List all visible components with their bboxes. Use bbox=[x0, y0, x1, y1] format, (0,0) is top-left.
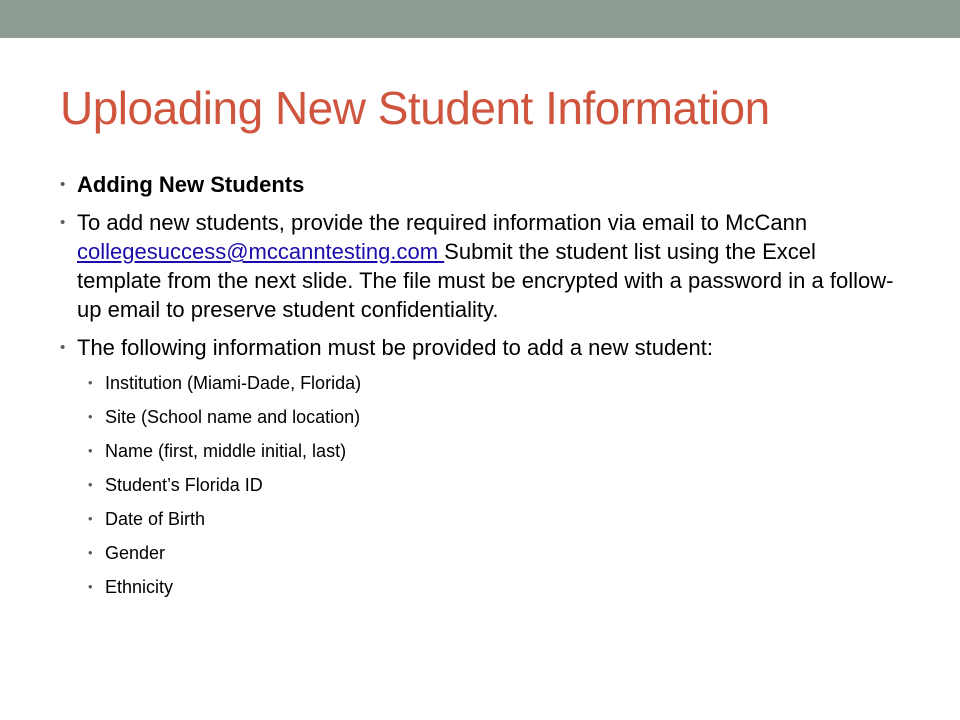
required-fields-list bbox=[60, 371, 900, 599]
bullet-icon: • bbox=[60, 176, 66, 193]
list-item-label: Name (first, middle initial, last) bbox=[105, 441, 347, 461]
bullet-icon: • bbox=[88, 579, 93, 594]
list-item bbox=[60, 575, 900, 599]
instructions-text-after-link: Submit the student list using the Excel template from the next slide. The file must be encrypted with a password in a follow-up email to preserve student confidentiality. bbox=[77, 239, 894, 322]
bullet-icon: • bbox=[88, 409, 93, 424]
list-item-label: Site (School name and location) bbox=[105, 407, 361, 427]
list-item bbox=[60, 473, 900, 497]
list-item-label: Gender bbox=[105, 543, 166, 563]
top-accent-bar bbox=[0, 0, 960, 38]
bullet-heading bbox=[60, 170, 900, 199]
bullet-icon: • bbox=[60, 214, 66, 231]
bullet-requirements bbox=[60, 333, 900, 362]
requirements-intro: The following information must be provided to add a new student: bbox=[77, 335, 713, 360]
slide-title: Uploading New Student Information bbox=[60, 82, 770, 134]
bullet-icon: • bbox=[88, 477, 93, 492]
bullet-instructions bbox=[60, 208, 900, 324]
instructions-text-before-link: To add new students, provide the required information via email to McCann bbox=[77, 210, 808, 235]
list-item bbox=[60, 371, 900, 395]
email-link[interactable]: collegesuccess@mccanntesting.com bbox=[77, 239, 445, 264]
list-item-label: Date of Birth bbox=[105, 509, 206, 529]
list-item bbox=[60, 405, 900, 429]
bullet-icon: • bbox=[88, 545, 93, 560]
heading-text: Adding New Students bbox=[77, 172, 305, 197]
list-item bbox=[60, 541, 900, 565]
bullet-icon: • bbox=[88, 511, 93, 526]
list-item bbox=[60, 507, 900, 531]
bullet-icon: • bbox=[60, 339, 66, 356]
bullet-icon: • bbox=[88, 443, 93, 458]
list-item-label: Ethnicity bbox=[105, 577, 174, 597]
list-item-label: Institution (Miami-Dade, Florida) bbox=[105, 373, 362, 393]
list-item bbox=[60, 439, 900, 463]
list-item-label: Student’s Florida ID bbox=[105, 475, 263, 495]
slide-body bbox=[60, 170, 900, 609]
bullet-icon: • bbox=[88, 375, 93, 390]
